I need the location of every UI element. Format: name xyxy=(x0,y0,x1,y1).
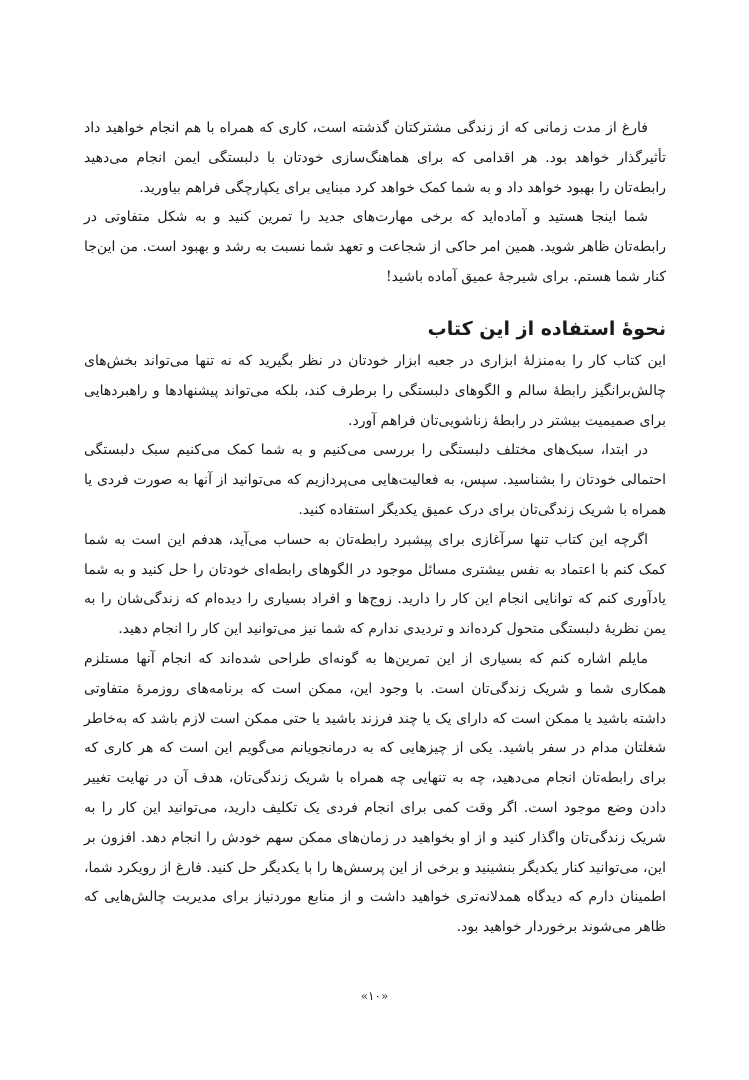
section-paragraph-4: مایلم اشاره کنم که بسیاری از این تمرین‌ها به گونه‌ای طراحی شده‌اند که انجام آنها مستلزم همکاری شما و شریک زندگی‌تان است. با وجود این، ممکن است که برنامه‌های روزمرهٔ متفاوتی داشته باشید یا ممکن است که دارای یک یا چند فرزند باشید یا حتی ممکن است لازم باشد که به‌خاطر شغلتان مدام در سفر باشید. یکی از چیزهایی که به درمانجویانم می‌گویم این است که هر کاری که برای رابطه‌تان انجام می‌دهید، چه به تنهایی چه همراه با شریک زندگی‌تان، هدف آن در نهایت تغییر دادن وضع موجود است. اگر وقت کمی برای انجام فردی یک تکلیف دارید، می‌توانید این کار را به شریک زندگی‌تان واگذار کنید و از او بخواهید در زمان‌های ممکن سهم خودش را انجام دهد. افزون بر این، می‌توانید کنار یکدیگر بنشینید و برخی از این پرسش‌ها را با یکدیگر حل کنید. فارغ از رویکرد شما، اطمینان دارم که دیدگاه همدلانه‌تری خواهید داشت و از منابع موردنیاز برای مدیریت چالش‌هایی که ظاهر می‌شوند برخوردار خواهید بود. xyxy=(84,650,667,936)
how-to-use-section xyxy=(84,312,666,943)
intro-paragraph-1: فارغ از مدت زمانی که از زندگی مشترکتان گذشته است، کاری که همراه با هم انجام خواهید داد تأثیرگذار خواهد بود. هر اقدامی که برای هماهنگ‌سازی خودتان با دلبستگی ایمن انجام می‌دهید رابطه‌تان را بهبود خواهد داد و به شما کمک خواهد کرد مبنایی برای یکپارچگی فراهم بیاورید. xyxy=(84,120,666,196)
intro-paragraph-2: شما اینجا هستید و آماده‌اید که برخی مهارت‌های جدید را تمرین کنید و به شکل متفاوتی در رابطه‌تان ظاهر شوید. همین امر حاکی از شجاعت و تعهد شما نسبت به رشد و بهبود است. من این‌جا کنار شما هستم. برای شیرجهٔ عمیق آماده باشید! xyxy=(84,209,666,285)
section-heading: نحوهٔ استفاده از این کتاب xyxy=(427,318,666,340)
section-paragraph-2: در ابتدا، سبک‌های مختلف دلبستگی را بررسی می‌کنیم و به شما کمک می‌کنیم سبک دلبستگی احتمالی خودتان را بشناسید. سپس، به فعالیت‌هایی می‌پردازیم که می‌توانید از آنها به صورت فردی یا همراه با شریک زندگی‌تان برای درک عمیق یکدیگر استفاده کنید. xyxy=(84,442,666,518)
page-number: «۱۰» xyxy=(360,989,389,1003)
intro-text xyxy=(84,114,666,293)
section-paragraph-1: این کتاب کار را به‌منزلهٔ ابزاری در جعبه ابزار خودتان در نظر بگیرید که نه تنها می‌تواند بخش‌های چالش‌برانگیز رابطهٔ سالم و الگوهای دلبستگی را برطرف کند، بلکه می‌تواند پیشنهادها و راهبردهایی برای صمیمیت بیشتر در رابطهٔ زناشویی‌تان فراهم آورد. xyxy=(84,353,666,429)
section-paragraph-3: اگرچه این کتاب تنها سرآغازی برای پیشبرد رابطه‌تان به حساب می‌آید، هدفم این است به شما کمک کنم با اعتماد به نفس بیشتری مسائل موجود در الگوهای رابطه‌ای خودتان را حل کنید و به شما یادآوری کنم که توانایی انجام این کار را دارید. زوج‌ها و افراد بسیاری را دیده‌ام که زندگی‌شان را به یمن نظریهٔ دلبستگی متحول کرده‌اند و تردیدی ندارم که شما نیز می‌توانید این کار را انجام دهید. xyxy=(84,531,666,638)
